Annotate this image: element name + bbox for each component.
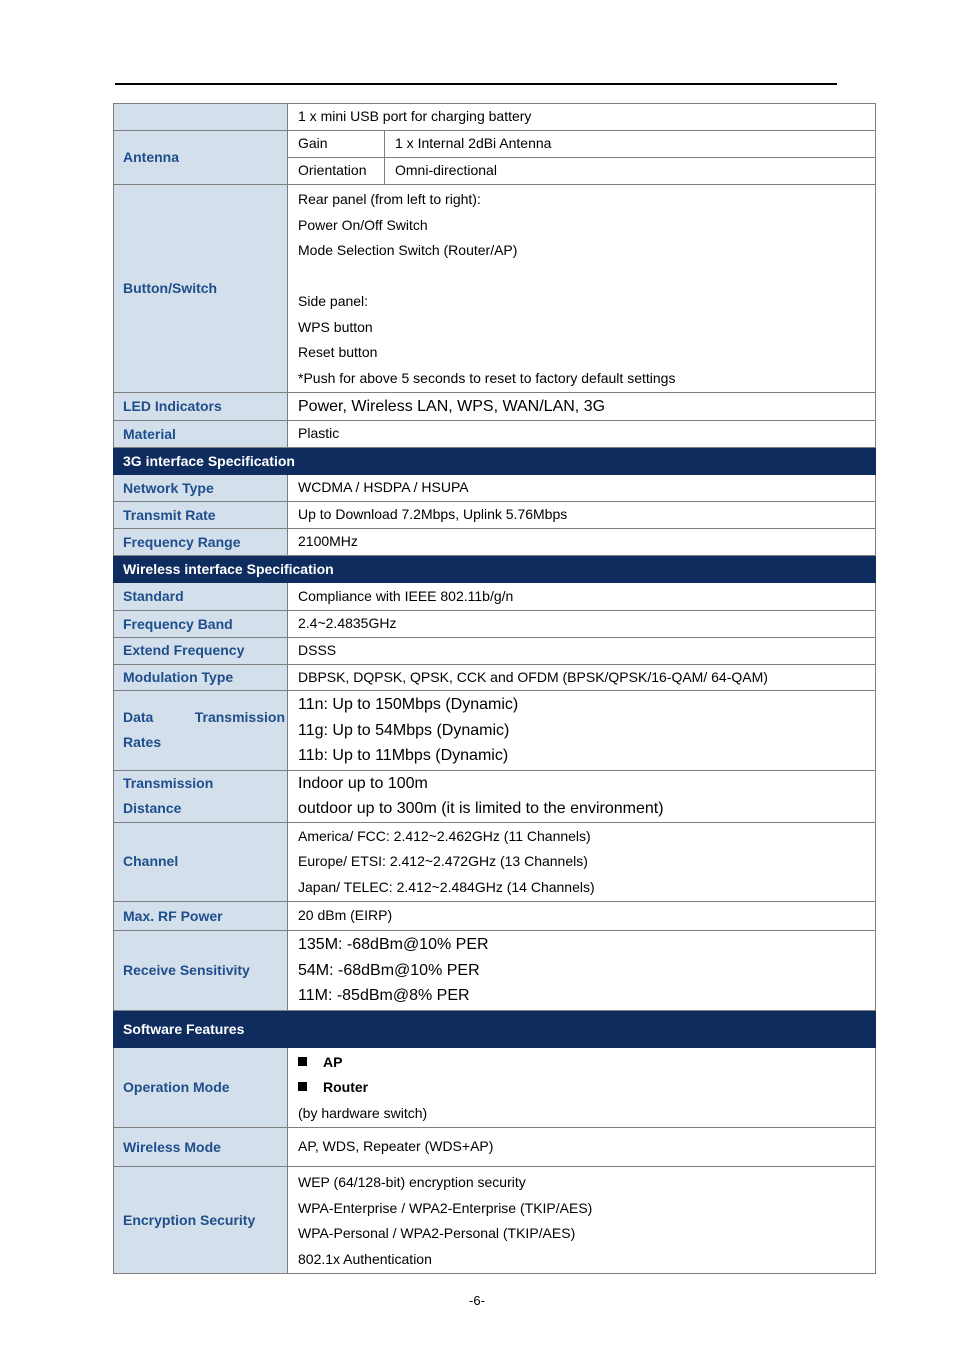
encryption-label: Encryption Security — [114, 1167, 288, 1274]
button-line: Side panel: — [298, 293, 369, 309]
encryption-line: WPA-Enterprise / WPA2-Enterprise (TKIP/AES) — [298, 1199, 593, 1216]
modulation-type-row — [114, 664, 876, 691]
orientation-value: Omni-directional — [385, 157, 876, 184]
network-type-row — [114, 475, 876, 502]
gain-value: 1 x Internal 2dBi Antenna — [395, 135, 552, 152]
channel-line: America/ FCC: 2.412~2.462GHz (11 Channels) — [298, 827, 591, 844]
network-type-value: WCDMA / HSDPA / HSUPA — [288, 475, 876, 502]
channel-value — [288, 822, 876, 902]
extend-frequency-row — [114, 638, 876, 665]
encryption-line: WPA-Personal / WPA2-Personal (TKIP/AES) — [298, 1225, 576, 1241]
operation-mode-value — [288, 1047, 876, 1128]
wireless-mode-row — [114, 1128, 876, 1167]
operation-mode-item: Router — [298, 1075, 875, 1101]
operation-mode-note: (by hardware switch) — [298, 1104, 428, 1121]
usb-value: 1 x mini USB port for charging battery — [288, 104, 876, 131]
sensitivity-value — [288, 931, 876, 1011]
modulation-type-label: Modulation Type — [114, 664, 288, 691]
frequency-band-value: 2.4~2.4835GHz — [288, 611, 876, 638]
button-line-blank — [298, 264, 875, 290]
distance-value — [288, 770, 876, 822]
distance-line: Indoor up to 100m — [298, 774, 428, 792]
led-value: Power, Wireless LAN, WPS, WAN/LAN, 3G — [288, 393, 876, 421]
distance-label-b: Distance — [123, 800, 182, 816]
data-rate-line: 11g: Up to 54Mbps (Dynamic) — [298, 721, 510, 739]
wireless-mode-value: AP, WDS, Repeater (WDS+AP) — [288, 1128, 876, 1167]
button-line: Power On/Off Switch — [298, 216, 428, 233]
operation-mode-label: Operation Mode — [114, 1047, 288, 1128]
extend-frequency-value: DSSS — [288, 638, 876, 665]
button-switch-value — [288, 185, 876, 393]
material-value: Plastic — [288, 421, 876, 448]
sensitivity-line: 11M: -85dBm@8% PER — [298, 987, 470, 1004]
square-bullet-icon — [298, 1057, 307, 1066]
button-line: *Push for above 5 seconds to reset to factory default settings — [298, 369, 676, 386]
spec-table — [113, 103, 876, 1274]
sensitivity-label: Receive Sensitivity — [114, 931, 288, 1011]
section-3g — [114, 448, 876, 475]
page-number: -6- — [469, 1293, 485, 1308]
section-3g-title: 3G interface Specification — [114, 448, 876, 475]
channel-line: Europe/ ETSI: 2.412~2.472GHz (13 Channels) — [298, 853, 588, 869]
encryption-row — [114, 1167, 876, 1274]
operation-mode-item: AP — [298, 1050, 875, 1076]
sensitivity-line: 135M: -68dBm@10% PER — [298, 936, 489, 953]
sensitivity-line: 54M: -68dBm@10% PER — [298, 961, 480, 979]
button-switch-row — [114, 185, 876, 393]
antenna-label: Antenna — [114, 131, 288, 185]
section-software — [114, 1010, 876, 1047]
section-wireless-title: Wireless interface Specification — [114, 556, 876, 583]
network-type-label: Network Type — [114, 475, 288, 502]
data-rates-label-b: Transmission — [194, 709, 285, 726]
sensitivity-row — [114, 931, 876, 1011]
wireless-mode-label: Wireless Mode — [114, 1128, 288, 1167]
usb-label-cell — [114, 104, 288, 131]
encryption-value — [288, 1167, 876, 1274]
distance-line: outdoor up to 300m (it is limited to the environment) — [298, 800, 664, 817]
data-rates-label-a: Data — [123, 709, 154, 726]
standard-label: Standard — [114, 583, 288, 611]
transmit-rate-label: Transmit Rate — [114, 502, 288, 529]
led-row — [114, 393, 876, 421]
data-rates-value — [288, 691, 876, 771]
standard-row — [114, 583, 876, 611]
orientation-label: Orientation — [288, 157, 385, 184]
channel-row — [114, 822, 876, 902]
distance-label-a: Transmission — [123, 775, 214, 791]
frequency-range-label: Frequency Range — [114, 529, 288, 556]
header-rule — [115, 83, 837, 85]
section-wireless — [114, 556, 876, 583]
encryption-line: WEP (64/128-bit) encryption security — [298, 1174, 526, 1190]
button-line: Reset button — [298, 344, 378, 360]
button-switch-label: Button/Switch — [114, 185, 288, 393]
material-row — [114, 421, 876, 448]
antenna-subtable — [288, 131, 875, 184]
data-rates-label-c: Rates — [123, 734, 162, 751]
modulation-type-value: DBPSK, DQPSK, QPSK, CCK and OFDM (BPSK/QPSK/16-QAM/ 64-QAM) — [288, 664, 876, 691]
transmit-rate-value: Up to Download 7.2Mbps, Uplink 5.76Mbps — [288, 502, 876, 529]
rf-power-label: Max. RF Power — [114, 902, 288, 931]
distance-row — [114, 770, 876, 822]
rf-power-row — [114, 902, 876, 931]
distance-label — [114, 770, 288, 822]
material-label: Material — [114, 421, 288, 448]
data-rate-line: 11b: Up to 11Mbps (Dynamic) — [298, 747, 509, 764]
standard-value: Compliance with IEEE 802.11b/g/n — [288, 583, 876, 611]
rf-power-value: 20 dBm (EIRP) — [288, 902, 876, 931]
operation-mode-row — [114, 1047, 876, 1128]
square-bullet-icon — [298, 1082, 307, 1091]
frequency-range-row — [114, 529, 876, 556]
data-rates-label — [114, 691, 288, 771]
button-line: Rear panel (from left to right): — [298, 191, 481, 207]
frequency-range-value: 2100MHz — [288, 529, 876, 556]
transmit-rate-row — [114, 502, 876, 529]
channel-label: Channel — [114, 822, 288, 902]
channel-line: Japan/ TELEC: 2.412~2.484GHz (14 Channels) — [298, 878, 595, 895]
data-rates-row — [114, 691, 876, 771]
gain-label: Gain — [288, 131, 385, 157]
button-line: Mode Selection Switch (Router/AP) — [298, 242, 518, 258]
data-rate-line: 11n: Up to 150Mbps (Dynamic) — [298, 696, 519, 713]
extend-frequency-label: Extend Frequency — [114, 638, 288, 665]
antenna-row — [114, 131, 876, 185]
usb-row — [114, 104, 876, 131]
section-software-title: Software Features — [114, 1010, 876, 1047]
antenna-value-cell — [288, 131, 876, 185]
frequency-band-row — [114, 611, 876, 638]
frequency-band-label: Frequency Band — [114, 611, 288, 638]
button-line: WPS button — [298, 318, 373, 335]
led-label: LED Indicators — [114, 393, 288, 421]
encryption-line: 802.1x Authentication — [298, 1250, 432, 1267]
